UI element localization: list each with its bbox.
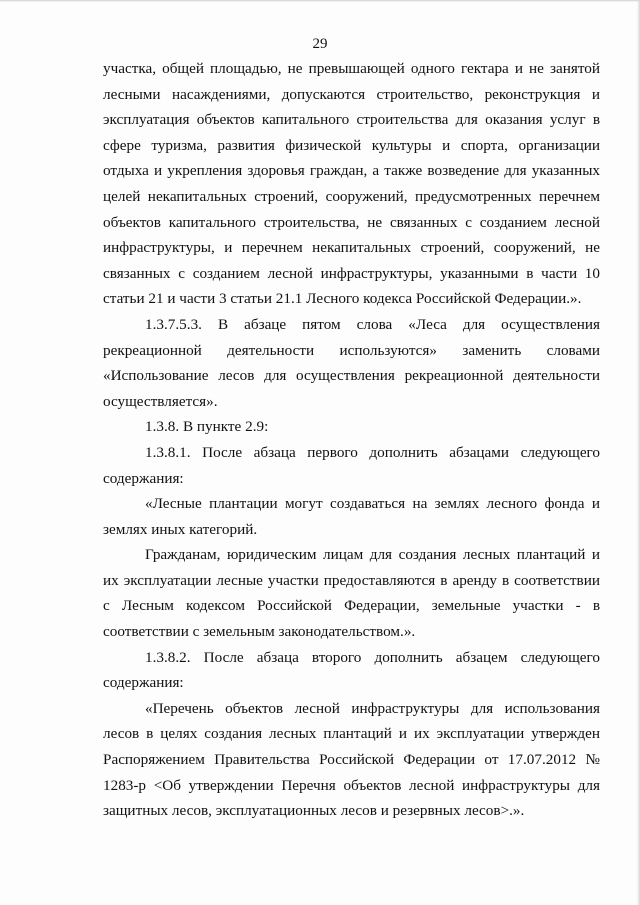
document-body [103,56,600,824]
paragraph-1-3-8-1: 1.3.8.1. После абзаца первого дополнить абзацами следующего содержания: [103,443,600,487]
paragraph-continuation: участка, общей площадью, не превышающей одного гектара и не занятой лесными насаждениями, допускаются строительство, реконструкция и эксплуатация объектов капитального строительства для оказания услуг в сфере туризма, развития физической культуры и спорта, организации отдыха и укрепления здоровья граждан, а также возведение для указанных целей некапитальных строений, сооружений, предусмотренных перечнем объектов капитального строительства, не связанных с созданием лесной инфраструктуры, и перечнем некапитальных строений, сооружений, не связанных с созданием лесной инфраструктуры, указанными в части 10 статьи 21 и части 3 статьи 21.1 Лесного кодекса Российской Федерации.». [103,60,600,308]
scan-edge-top [0,0,640,2]
paragraph-quote-lease: Гражданам, юридическим лицам для создания лесных плантаций и их эксплуатации лесные участки предоставляются в аренду в соответствии с Лесным кодексом Российской Федерации, земельные участки - в соответствии с земельным законодательством.». [103,546,600,641]
paragraph-quote-infrastructure: «Перечень объектов лесной инфраструктуры для использования лесов в целях создания лесных плантаций и их эксплуатации утвержден Распоряжением Правительства Российской Федерации от 17.07.2012 № 1283-р <Об утверждении Перечня объектов лесной инфраструктуры для защитных лесов, эксплуатационных лесов и резервных лесов>.». [103,699,600,820]
page-number: 29 [312,36,328,52]
paragraph-1-3-7-5-3: 1.3.7.5.3. В абзаце пятом слова «Леса для осуществления рекреационной деятельности используются» заменить словами «Использование лесов для осуществления рекреационной деятельности осуществляется». [103,315,600,410]
paragraph-1-3-8-2: 1.3.8.2. После абзаца второго дополнить абзацем следующего содержания: [103,648,600,692]
paragraph-quote-plantations: «Лесные плантации могут создаваться на землях лесного фонда и землях иных категорий. [103,495,600,538]
paragraph-1-3-8: 1.3.8. В пункте 2.9: [145,418,269,436]
